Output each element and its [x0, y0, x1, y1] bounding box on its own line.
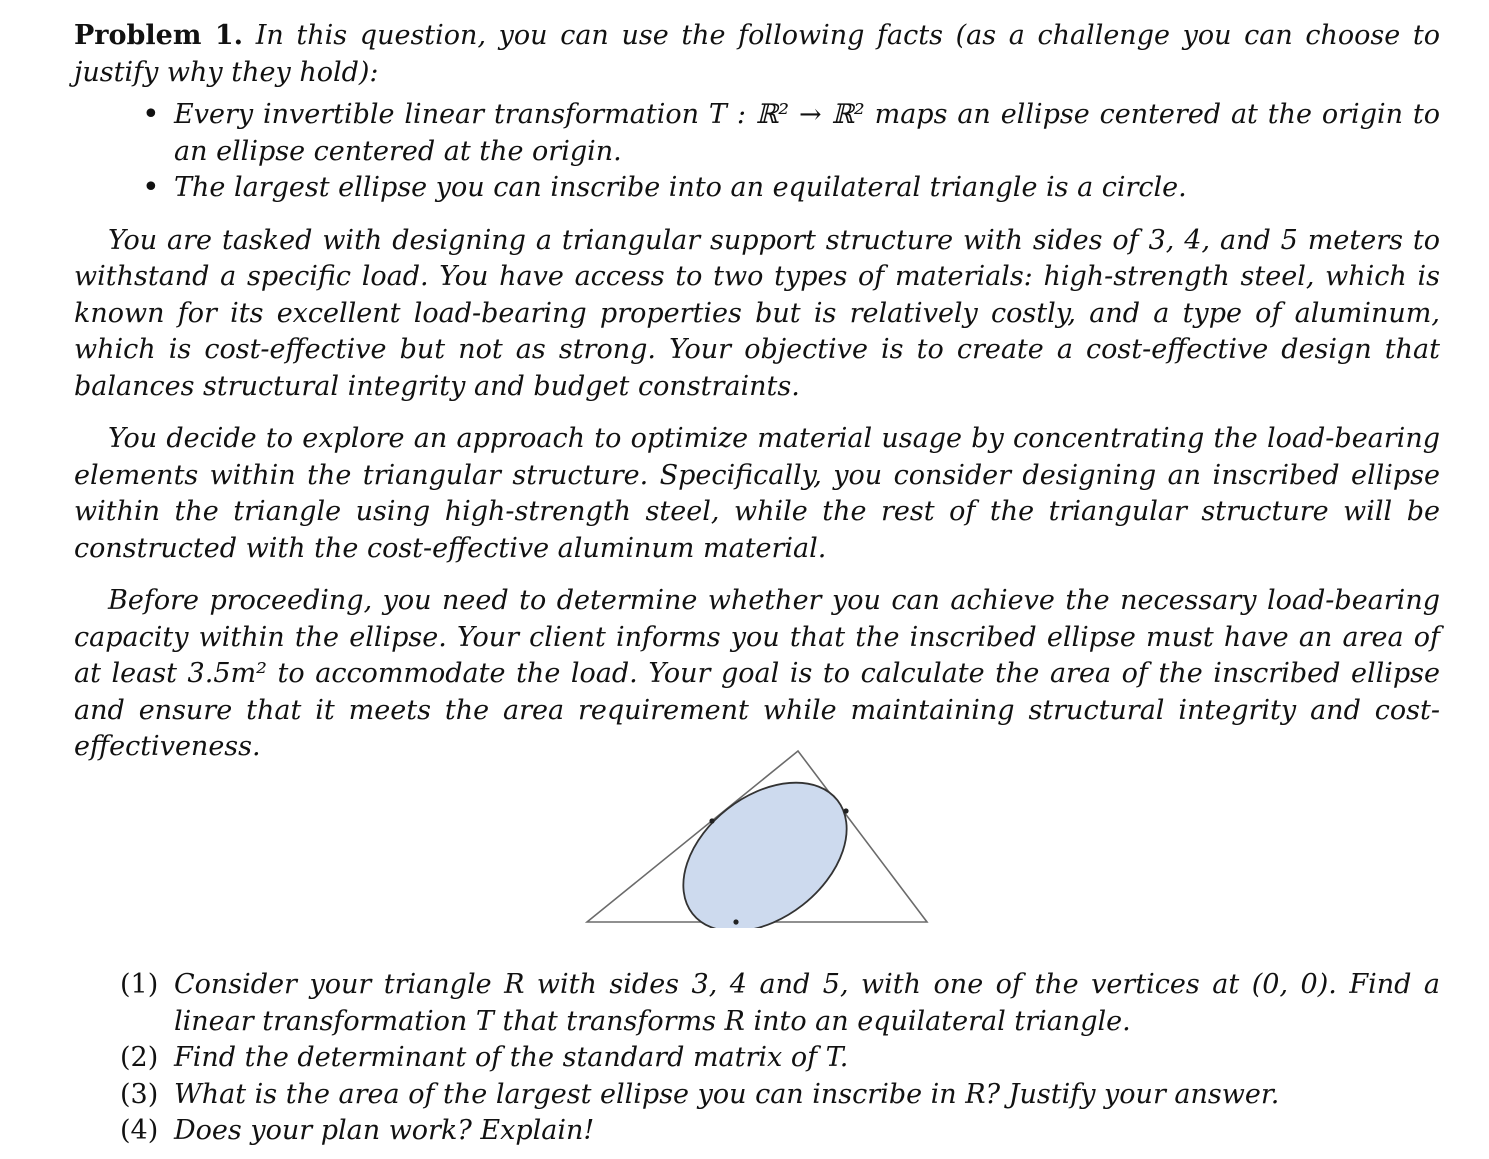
problem-intro-text: In this question, you can use the following facts (as a challenge you can choose to justify why they hold): — [74, 20, 1440, 88]
question-item — [120, 967, 1440, 1040]
question-item — [120, 1077, 1440, 1114]
question-item — [120, 1113, 1440, 1150]
question-number: (1) — [120, 969, 159, 1000]
questions-list — [120, 967, 1440, 1150]
question-number: (2) — [120, 1042, 159, 1073]
tangent-point-right — [843, 808, 848, 813]
problem-label: Problem 1. — [74, 20, 244, 51]
question-text: Does your plan work? Explain! — [174, 1115, 595, 1146]
question-number: (3) — [120, 1078, 159, 1110]
question-text: Find the determinant of the standard matrix of T. — [174, 1042, 849, 1073]
fact-item: • The largest ellipse you can inscribe into an equilateral triangle is a circle. — [174, 170, 1440, 207]
tangent-point-bottom — [733, 919, 738, 924]
triangle-ellipse-figure — [585, 748, 930, 928]
question-item — [120, 1040, 1440, 1077]
tangent-point-left — [709, 818, 714, 823]
figure-svg — [585, 748, 930, 928]
paragraph-task: You are tasked with designing a triangular support structure with sides of 3, 4, and 5 meters to withstand a specific load. You have access to two types of materials: high-strength steel, which is known for its excellent load-bearing properties but is relatively costly, and a type of aluminum, which is cost-effective but not as strong. Your objective is to create a cost-effective design that balances structural integrity and budget constraints. — [74, 224, 1440, 402]
question-text: Consider your triangle R with sides 3, 4 and 5, with one of the vertices at (0, 0). Find a linear transformation T that transforms R into an equilateral triangle. — [174, 969, 1440, 1037]
paragraph-requirement: Before proceeding, you need to determine whether you can achieve the necessary load-bearing capacity within the ellipse. Your client informs you that the inscribed ellipse must have an area of at least 3.5m² to accommodate the load. Your goal is to calculate the area of the inscribed ellipse and ensure that it meets the area requirement while maintaining structural integrity and cost-effectiveness. — [74, 585, 1440, 762]
problem-intro — [74, 18, 1440, 91]
question-number: (4) — [120, 1115, 159, 1146]
facts-list — [74, 97, 1440, 207]
problem-document — [74, 18, 1440, 766]
paragraph-approach: You decide to explore an approach to optimize material usage by concentrating the load-bearing elements within the triangular structure. Specifically, you consider designing an inscribed ellipse within the triangle using high-strength steel, while the rest of the triangular structure will be constructed with the cost-effective aluminum material. — [74, 423, 1440, 564]
question-text: What is the area of the largest ellipse you can inscribe in R? Justify your answer. — [174, 1078, 1280, 1110]
fact-item: • Every invertible linear transformation T : ℝ² → ℝ² maps an ellipse centered at the origin to an ellipse centered at the origin. — [174, 97, 1440, 170]
